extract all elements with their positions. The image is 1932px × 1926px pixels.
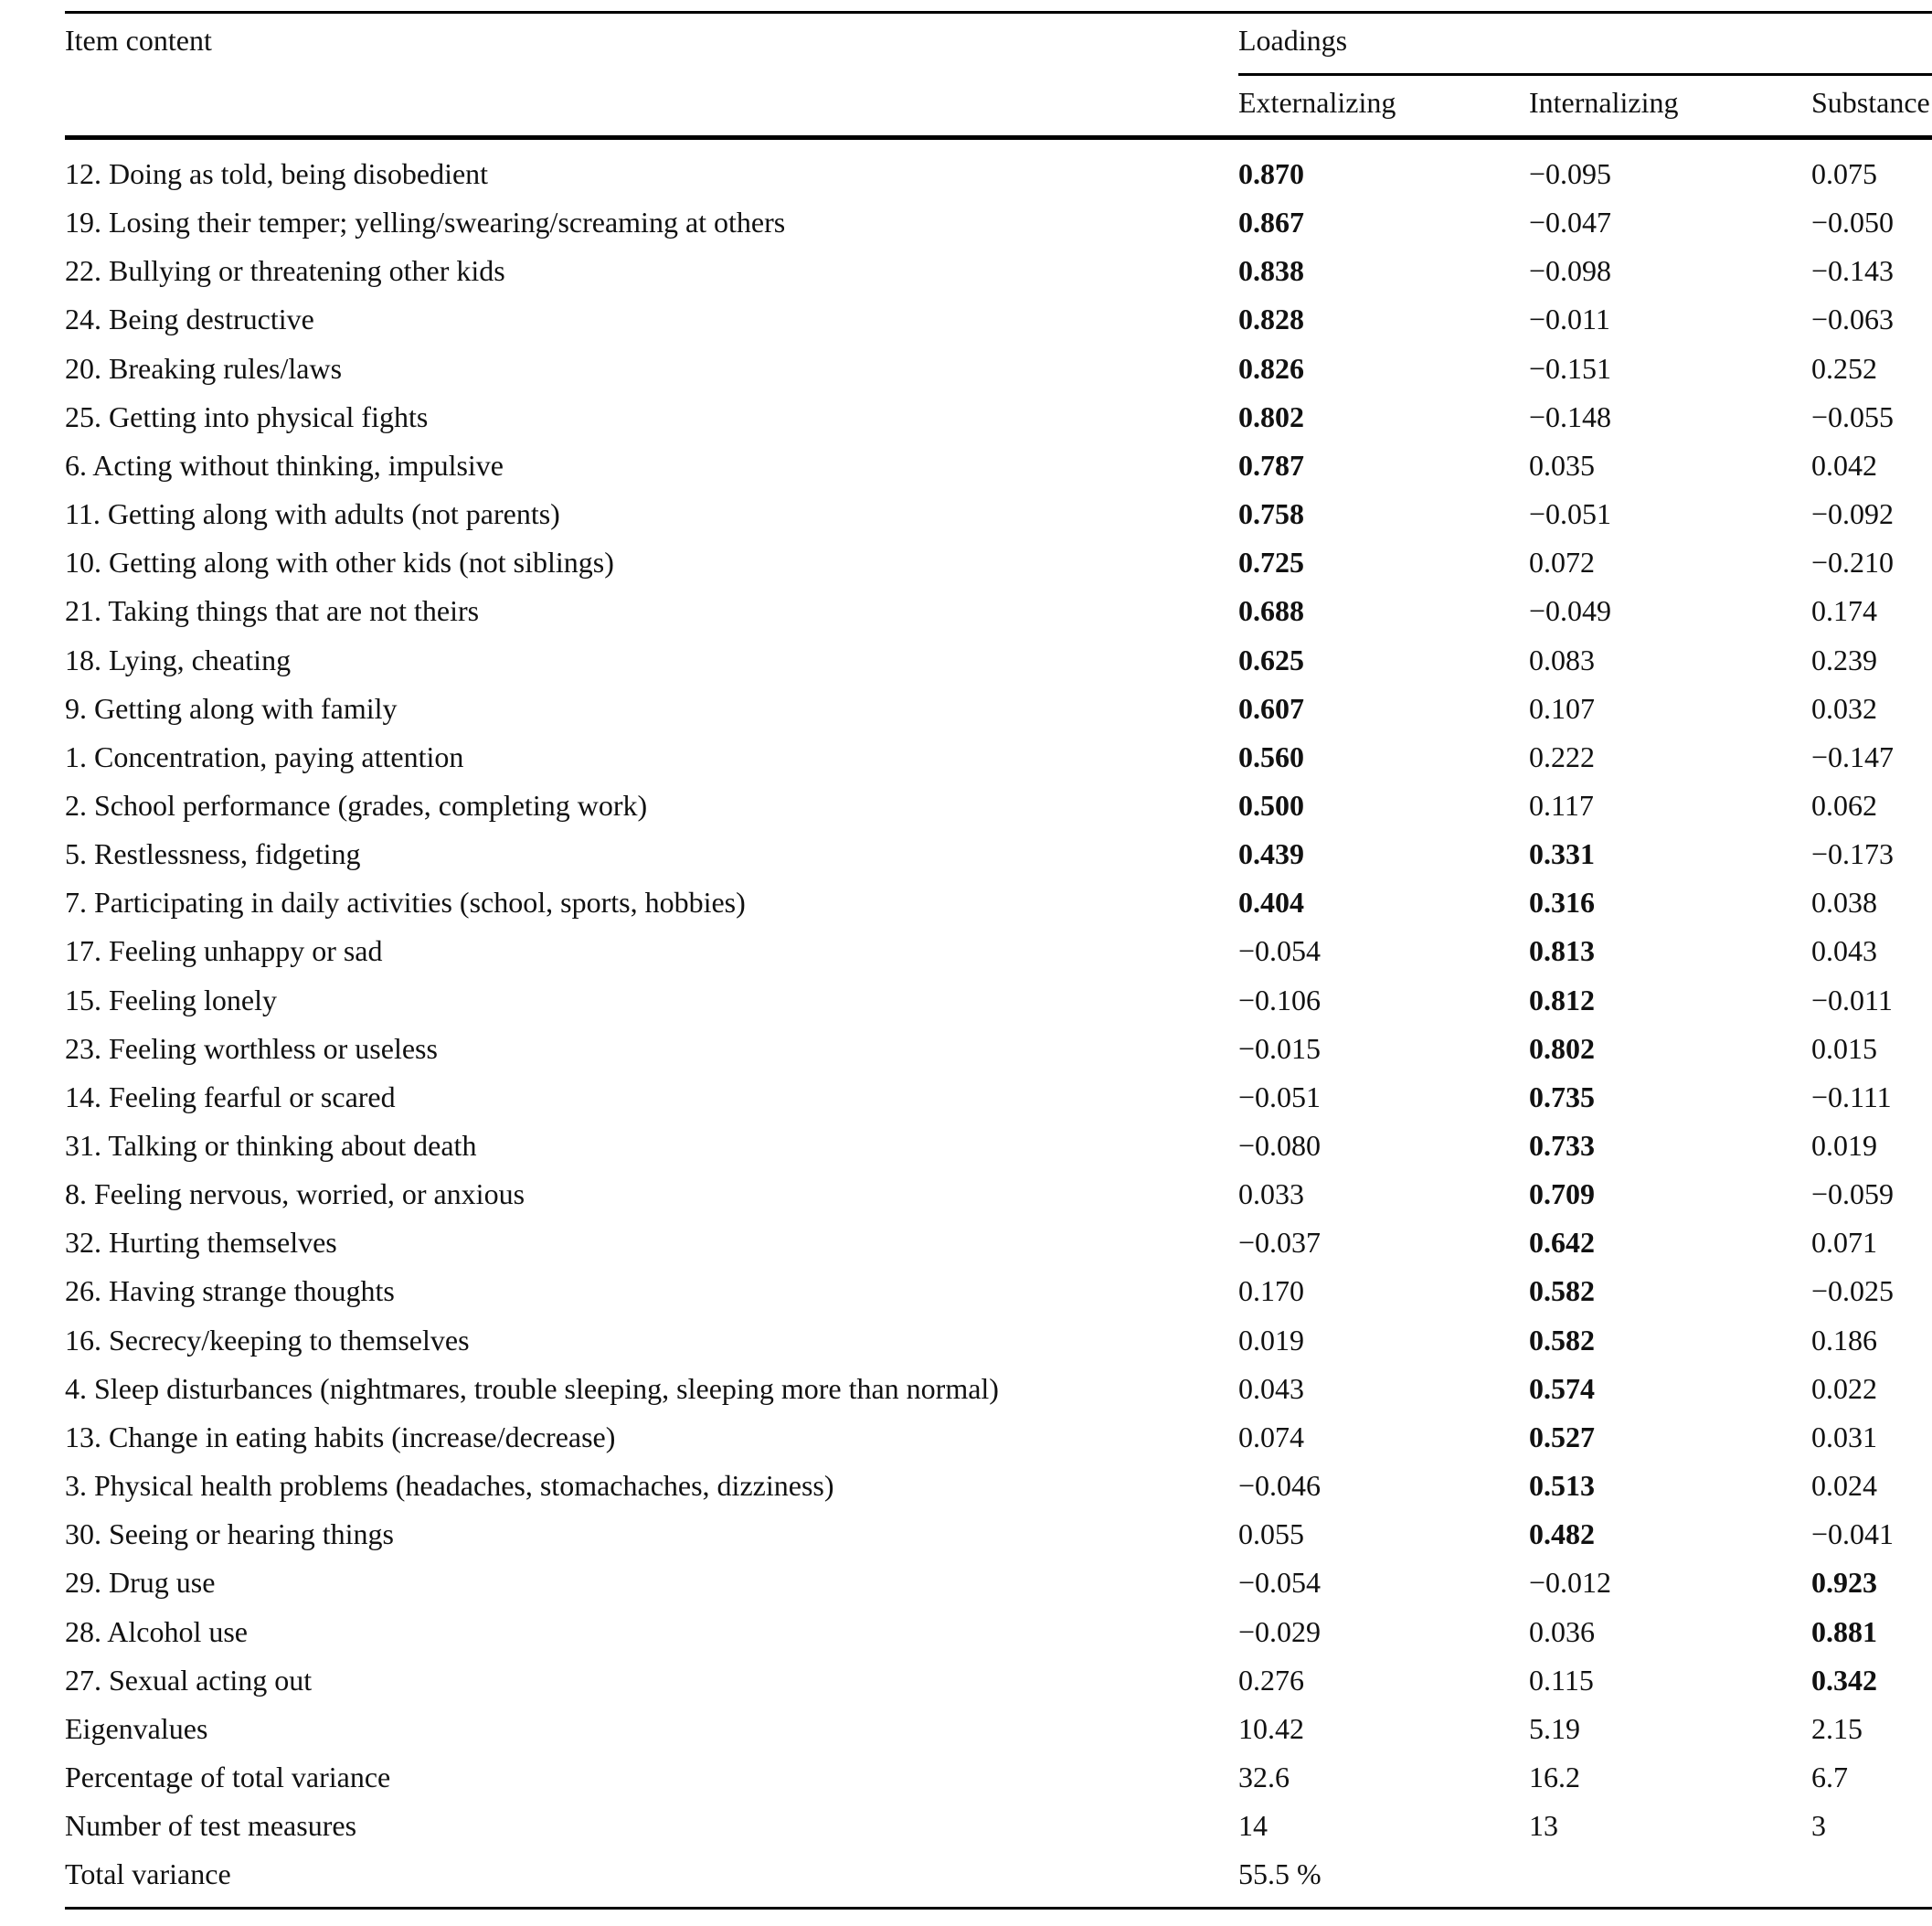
item-label: 14. Feeling fearful or scared [65,1080,396,1113]
substance-value: −0.173 [1811,837,1895,871]
item-label: Number of test measures [65,1809,357,1843]
summary-row [0,1807,1932,1856]
header-internalizing: Internalizing [1529,86,1679,119]
internalizing-value: 0.812 [1529,983,1595,1016]
externalizing-value: 0.500 [1238,788,1304,822]
table-row [0,642,1932,690]
internalizing-value: 16.2 [1529,1760,1580,1793]
externalizing-value: 0.870 [1238,157,1304,190]
substance-value: −0.055 [1811,399,1895,433]
table-row [0,1516,1932,1564]
table-row [0,204,1932,252]
internalizing-value: 0.482 [1529,1517,1595,1551]
internalizing-value: −0.095 [1529,157,1612,190]
summary-row [0,1710,1932,1759]
table-row [0,301,1932,349]
externalizing-value: 0.867 [1238,206,1304,239]
table-row [0,1272,1932,1321]
internalizing-value: 13 [1529,1809,1558,1843]
externalizing-value: −0.080 [1238,1129,1322,1162]
table-row [0,592,1932,641]
internalizing-value: 0.036 [1529,1614,1595,1648]
item-label: 1. Concentration, paying attention [65,740,464,773]
item-label: 32. Hurting themselves [65,1226,337,1260]
internalizing-value: 0.527 [1529,1420,1595,1453]
item-label: 18. Lying, cheating [65,643,292,676]
externalizing-value: 0.725 [1238,546,1304,580]
substance-value: 0.075 [1811,157,1877,190]
substance-value: 0.239 [1811,643,1877,676]
internalizing-value: 5.19 [1529,1711,1580,1745]
externalizing-value: 0.607 [1238,691,1304,725]
externalizing-value: 0.404 [1238,886,1304,920]
table-row [0,399,1932,447]
internalizing-value: 0.107 [1529,691,1595,725]
externalizing-value: −0.037 [1238,1226,1322,1260]
header-loadings: Loadings [1238,24,1348,57]
substance-value: 0.032 [1811,691,1877,725]
externalizing-value: 0.043 [1238,1371,1304,1405]
item-label: 3. Physical health problems (headaches, stomachaches, dizziness) [65,1469,834,1503]
item-label: 20. Breaking rules/laws [65,351,343,385]
internalizing-value: −0.151 [1529,351,1612,385]
item-label: 25. Getting into physical fights [65,399,429,433]
item-label: 2. School performance (grades, completing work) [65,788,648,822]
item-label: 28. Alcohol use [65,1614,248,1648]
table-row [0,495,1932,544]
header-item-content: Item content [65,24,212,57]
table-row [0,1030,1932,1079]
substance-value: −0.041 [1811,1517,1895,1551]
table-row [0,1419,1932,1467]
header-externalizing: Externalizing [1238,86,1396,119]
internalizing-value: 0.574 [1529,1371,1595,1405]
item-label: 9. Getting along with family [65,691,398,725]
internalizing-value: 0.642 [1529,1226,1595,1260]
externalizing-value: 0.688 [1238,594,1304,628]
substance-value: 0.015 [1811,1031,1877,1065]
internalizing-value: 0.709 [1529,1177,1595,1211]
internalizing-value: −0.148 [1529,399,1612,433]
summary-row [0,1856,1932,1904]
externalizing-value: 0.838 [1238,254,1304,288]
externalizing-value: 0.439 [1238,837,1304,871]
externalizing-value: 0.826 [1238,351,1304,385]
item-label: 13. Change in eating habits (increase/decrease) [65,1420,616,1453]
externalizing-value: −0.051 [1238,1080,1322,1113]
externalizing-value: 0.787 [1238,448,1304,482]
item-label: 7. Participating in daily activities (school, sports, hobbies) [65,886,746,920]
externalizing-value: −0.054 [1238,1566,1322,1600]
externalizing-value: 0.170 [1238,1274,1304,1308]
internalizing-value: −0.051 [1529,497,1612,531]
internalizing-value: 0.083 [1529,643,1595,676]
internalizing-value: 0.813 [1529,934,1595,968]
internalizing-value: 0.117 [1529,788,1594,822]
table-row [0,1662,1932,1710]
item-label: 15. Feeling lonely [65,983,277,1016]
substance-value: −0.143 [1811,254,1895,288]
externalizing-value: 0.560 [1238,740,1304,773]
substance-value: 0.071 [1811,1226,1877,1260]
internalizing-value: 0.072 [1529,546,1595,580]
table-row [0,252,1932,301]
substance-value: 0.022 [1811,1371,1877,1405]
substance-value: 0.174 [1811,594,1877,628]
externalizing-value: 32.6 [1238,1760,1290,1793]
internalizing-value: −0.098 [1529,254,1612,288]
table-row [0,1322,1932,1370]
substance-value: −0.210 [1811,546,1895,580]
table-row [0,447,1932,495]
substance-value: 0.923 [1811,1566,1877,1600]
substance-value: −0.059 [1811,1177,1895,1211]
item-label: 29. Drug use [65,1566,216,1600]
substance-value: 0.252 [1811,351,1877,385]
internalizing-value: 0.735 [1529,1080,1595,1113]
item-label: 19. Losing their temper; yelling/swearing/screaming at others [65,206,786,239]
substance-value: 0.186 [1811,1323,1877,1357]
internalizing-value: −0.049 [1529,594,1612,628]
table-row [0,155,1932,204]
internalizing-value: 0.222 [1529,740,1595,773]
internalizing-value: 0.331 [1529,837,1595,871]
externalizing-value: −0.046 [1238,1469,1322,1503]
item-label: Percentage of total variance [65,1760,391,1793]
item-label: 12. Doing as told, being disobedient [65,157,489,190]
substance-value: 6.7 [1811,1760,1848,1793]
table-row [0,1224,1932,1272]
substance-value: −0.050 [1811,206,1895,239]
item-label: Total variance [65,1857,231,1891]
table-row [0,1176,1932,1224]
externalizing-value: −0.054 [1238,934,1322,968]
externalizing-value: 0.276 [1238,1663,1304,1697]
substance-value: −0.092 [1811,497,1895,531]
internalizing-value: 0.115 [1529,1663,1594,1697]
externalizing-value: 0.055 [1238,1517,1304,1551]
table-row [0,1370,1932,1419]
externalizing-value: 0.758 [1238,497,1304,531]
internalizing-value: −0.047 [1529,206,1612,239]
externalizing-value: 14 [1238,1809,1268,1843]
item-label: 24. Being destructive [65,303,314,336]
table-row [0,1127,1932,1176]
header-substance: Substance [1811,86,1930,119]
table-row [0,1467,1932,1516]
table-row [0,350,1932,399]
internalizing-value: 0.316 [1529,886,1595,920]
substance-value: −0.111 [1811,1080,1892,1113]
substance-value: 0.881 [1811,1614,1877,1648]
table-row [0,835,1932,884]
item-label: 31. Talking or thinking about death [65,1129,477,1162]
externalizing-value: 0.074 [1238,1420,1304,1453]
externalizing-value: 0.802 [1238,399,1304,433]
externalizing-value: 0.019 [1238,1323,1304,1357]
item-label: 10. Getting along with other kids (not siblings) [65,546,614,580]
summary-row [0,1759,1932,1807]
item-label: 5. Restlessness, fidgeting [65,837,361,871]
substance-value: −0.011 [1811,983,1893,1016]
internalizing-value: 0.035 [1529,448,1595,482]
item-label: 4. Sleep disturbances (nightmares, trouble sleeping, sleeping more than normal) [65,1371,999,1405]
item-label: 21. Taking things that are not theirs [65,594,480,628]
substance-value: 0.043 [1811,934,1877,968]
internalizing-value: −0.012 [1529,1566,1612,1600]
table-row [0,1613,1932,1662]
item-label: 6. Acting without thinking, impulsive [65,448,504,482]
substance-value: 0.024 [1811,1469,1877,1503]
internalizing-value: 0.513 [1529,1469,1595,1503]
externalizing-value: 55.5 % [1238,1857,1322,1891]
substance-value: −0.063 [1811,303,1895,336]
externalizing-value: −0.106 [1238,983,1322,1016]
item-label: 27. Sexual acting out [65,1663,313,1697]
substance-value: 3 [1811,1809,1826,1843]
substance-value: 0.038 [1811,886,1877,920]
internalizing-value: 0.582 [1529,1274,1595,1308]
table-row [0,787,1932,835]
table-row [0,690,1932,739]
table-row [0,1564,1932,1612]
item-label: 22. Bullying or threatening other kids [65,254,505,288]
table-row [0,544,1932,592]
substance-value: −0.025 [1811,1274,1895,1308]
substance-value: 0.031 [1811,1420,1877,1453]
externalizing-value: 0.033 [1238,1177,1304,1211]
substance-value: −0.147 [1811,740,1895,773]
table-row [0,739,1932,787]
internalizing-value: 0.802 [1529,1031,1595,1065]
externalizing-value: −0.029 [1238,1614,1322,1648]
substance-value: 0.342 [1811,1663,1877,1697]
substance-value: 0.042 [1811,448,1877,482]
externalizing-value: −0.015 [1238,1031,1322,1065]
item-label: 30. Seeing or hearing things [65,1517,394,1551]
internalizing-value: 0.582 [1529,1323,1595,1357]
table-row [0,1079,1932,1127]
item-label: 16. Secrecy/keeping to themselves [65,1323,470,1357]
item-label: 8. Feeling nervous, worried, or anxious [65,1177,525,1211]
substance-value: 0.019 [1811,1129,1877,1162]
item-label: 11. Getting along with adults (not parents) [65,497,560,531]
table-row [0,982,1932,1030]
substance-value: 0.062 [1811,788,1877,822]
table-row [0,884,1932,932]
externalizing-value: 0.625 [1238,643,1304,676]
item-label: 26. Having strange thoughts [65,1274,395,1308]
externalizing-value: 0.828 [1238,303,1304,336]
substance-value: 2.15 [1811,1711,1863,1745]
item-label: 23. Feeling worthless or useless [65,1031,438,1065]
internalizing-value: −0.011 [1529,303,1610,336]
table-row [0,932,1932,981]
internalizing-value: 0.733 [1529,1129,1595,1162]
item-label: 17. Feeling unhappy or sad [65,934,383,968]
item-label: Eigenvalues [65,1711,208,1745]
externalizing-value: 10.42 [1238,1711,1304,1745]
